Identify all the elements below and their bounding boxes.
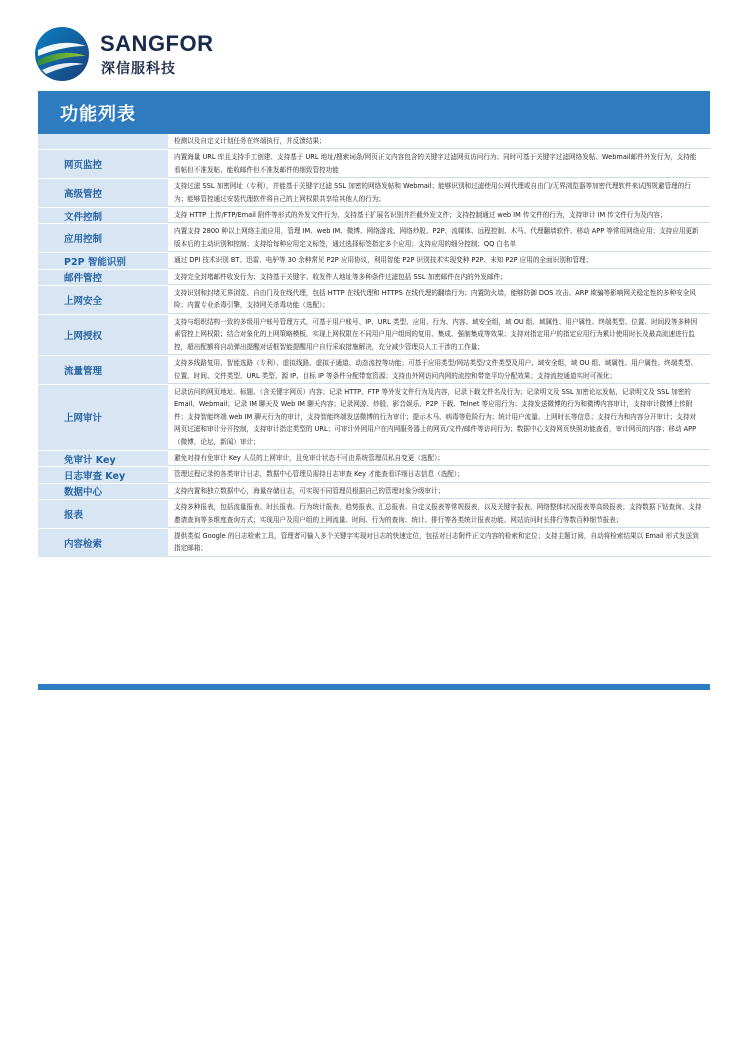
feature-description: 通过 DPI 技术识别 BT、迅雷、电驴等 30 余种常见 P2P 应用协议，利用智能 P2P 识别技术实现变种 P2P、未知 P2P 应用的全面识别和管理； <box>168 253 710 268</box>
brand-name-cn: 深信服科技 <box>101 61 176 77</box>
feature-category: 网页监控 <box>38 150 168 178</box>
table-row <box>38 150 710 179</box>
feature-table <box>38 134 710 558</box>
feature-description: 提供类似 Google 的日志检索工具，管理者可输入多个关键字实现对日志的快速定位，包括对日志附件正文内容的检索和定位；支持主题订阅，自动将检索结果以 Email 形式发送到指定邮箱； <box>168 529 710 557</box>
feature-description: 管理过程记录的各类审计日志，数据中心管理员需持日志审查 Key 才能查看详细日志信息（选配）； <box>168 467 710 482</box>
feature-category: 邮件管控 <box>38 270 168 285</box>
sangfor-logo-icon <box>34 26 90 82</box>
table-row <box>38 500 710 529</box>
feature-category: 免审计 Key <box>38 451 168 466</box>
feature-category: 上网授权 <box>38 315 168 355</box>
feature-category: 内容检索 <box>38 529 168 557</box>
table-row <box>38 208 710 224</box>
feature-category: 高级管控 <box>38 179 168 207</box>
feature-category <box>38 134 168 149</box>
feature-description: 记录访问的网页地址、标题、（含关键字网页）内容；记录 HTTP、FTP 等外发文件行为及内容，记录下载文件名及行为；记录明文及 SSL 加密论坛发帖，记录明文及 SSL 加密的 Email、Webmail；记录 IM 聊天及 Web IM 聊天内容；记录网游、炒股、影音娱乐、P2P 下载、Telnet 等应用行为；支持发送微博的行为和微博内容审计，支持审计微博上传附件；支持智能终端 web IM 聊天行为的审计，支持智能终端发送微博的行为审计；提示木马、病毒等危险行为；统计用户流量、上网时长等信息；支持行为和内容分开审计；支持对网页过滤和审计分开控制，支持审计指定类型的 URL；可审计外网用户在内网服务器上的网页/文件/邮件等访问行为；数据中心支持网页快照功能查看，审计网页的内容；移动 APP（微博，论坛，新闻）审计； <box>168 385 710 450</box>
table-row <box>38 315 710 356</box>
feature-description: 内置支持 2800 种以上网络主流应用，管理 IM、web IM、微博、网络游戏、网络炒股、P2P、流媒体、远程控制、木马、代理翻墙软件、移动 APP 等常用网络应用；支持应用更新版本后的主动识别和控制；支持给每种应用定义标签，通过选择标签指定多个应用；支持应用的细分控制；QQ 白名单 <box>168 224 710 252</box>
feature-description: 支持识别和封堵无界浏览、自由门及在线代理，包括 HTTP 在线代理和 HTTPS 在线代理的翻墙行为；内置防火墙，能够防御 DOS 攻击、ARP 欺骗等影响网关稳定性的多种安全风险；内置专业杀毒引擎，支持网关杀毒功能（选配）； <box>168 286 710 314</box>
table-row <box>38 451 710 467</box>
feature-description: 支持与组织结构一致的多级用户账号管理方式，可基于用户账号、IP、URL 类型、应用、行为、内容、域安全组，域 OU 组、域属性、用户属性、终端类型、位置、时间段等多种因素管控上网权限；结合对象化的上网策略模板，实现上网权限在不同用户用户组间的复用、集成、强制集成等效果；支持对指定用户的指定应用行为累计使用时长及最高流速进行监控，超出配额将自动弹出提醒对话框智能提醒用户自行采取措施解决，充分减少管理员人工干涉的工作量； <box>168 315 710 355</box>
table-row <box>38 484 710 500</box>
feature-category: 数据中心 <box>38 484 168 499</box>
feature-category: 应用控制 <box>38 224 168 252</box>
feature-description: 支持多线路复用、智能选路（专利）、虚拟线路、虚拟子通道、动态流控等功能；可基于应用类型/网站类型/文件类型及用户、域安全组，域 OU 组、域属性、用户属性、终端类型、位置、时间、文件类型、URL 类型、源 IP、目标 IP 等条件分配带宽资源；支持由外网访问内网的流控和带宽平均分配效果；支持流控通道实时可视化； <box>168 356 710 384</box>
feature-category: 上网安全 <box>38 286 168 314</box>
table-row <box>38 529 710 558</box>
feature-category: P2P 智能识别 <box>38 253 168 268</box>
table-row <box>38 385 710 451</box>
table-row <box>38 179 710 208</box>
table-row <box>38 467 710 483</box>
feature-description: 支持过滤 SSL 加密网址（专利），并能基于关键字过滤 SSL 加密的网络发帖和 Webmail；能够识别和过滤使用公网代理或自由门/无界浏览器等加密代理软件来试图规避管理的行为；能够管控通过安装代理软件将自己的上网权限共享给其他人的行为； <box>168 179 710 207</box>
feature-category: 文件控制 <box>38 208 168 223</box>
table-bottom-bar <box>38 684 710 690</box>
feature-category: 日志审查 Key <box>38 467 168 482</box>
feature-category: 流量管理 <box>38 356 168 384</box>
feature-description: 检测以及自定义计划任务在终端执行，并反馈结果； <box>168 134 710 149</box>
table-row <box>38 270 710 286</box>
section-title: 功能列表 <box>60 104 136 125</box>
feature-description: 避免对持有免审计 Key 人员的上网审计，且免审计状态不可由系统管理员私自变更（选配）； <box>168 451 710 466</box>
feature-category: 报表 <box>38 500 168 528</box>
table-row <box>38 356 710 385</box>
feature-description: 支持完全封堵邮件收发行为；支持基于关键字、收发件人地址等多种条件过滤包括 SSL 加密邮件在内的外发邮件； <box>168 270 710 285</box>
feature-description: 支持 HTTP 上传/FTP/Email 附件等形式的外发文件行为，支持基于扩展名识别并拦截外发文件；支持控制通过 web IM 传文件的行为，支持审计 IM 传文件行为及内容； <box>168 208 710 223</box>
table-row <box>38 224 710 253</box>
feature-category: 上网审计 <box>38 385 168 450</box>
feature-description: 内置海量 URL 库且支持手工创建、支持基于 URL 地址/搜索词条/网页正文内容包含的关键字过滤网页访问行为；同时可基于关键字过滤网络发帖、Webmail邮件外发行为，支持能看帖但不准发帖、能收邮件但不准发邮件的细致管控功能 <box>168 150 710 178</box>
table-row <box>38 253 710 269</box>
feature-description: 支持内置和独立数据中心，海量存储日志，可实现不同管理员根据自己的管理对象分级审计； <box>168 484 710 499</box>
feature-description: 支持多种报表，包括流量报表、时长报表、行为统计报表、趋势报表、汇总报表、自定义报表等常规报表，以及关键字报表、网络整体状况报表等高级报表；支持数据下钻查询、支持邀请查询等多维度查询方式；实现用户及用户组的上网流量、时间、行为的查询、统计、排行等各类统计报表功能、网站访问时长排行等数百种细节报表； <box>168 500 710 528</box>
table-row <box>38 286 710 315</box>
brand-name-en: SANGFOR <box>100 31 214 56</box>
section-banner <box>38 91 710 134</box>
sangfor-logo <box>34 26 224 86</box>
table-row <box>38 134 710 150</box>
